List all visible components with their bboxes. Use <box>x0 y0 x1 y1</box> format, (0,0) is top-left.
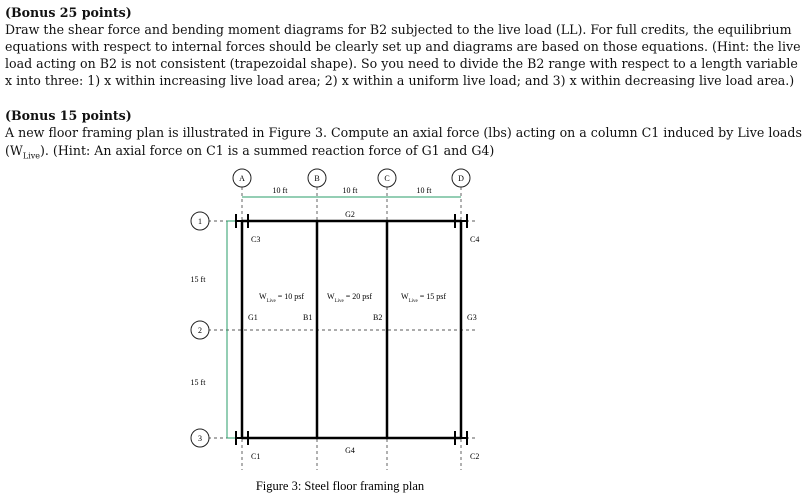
bonus2-line-2-rest: ). (Hint: An axial force on C1 is a summed reaction force of G1 and G4) <box>39 143 495 158</box>
span-label-bc: 10 ft <box>342 186 358 195</box>
load-label-3 <box>401 292 446 304</box>
label-c2: C2 <box>470 452 480 461</box>
grid-label-d: D <box>458 174 464 183</box>
svg-text:WLive= 10 psf: $W_{Live}= 10$ psf <box>259 292 305 304</box>
bonus2-heading: (Bonus 15 points) <box>5 108 132 123</box>
svg-text:WLive= 20 psf: $W_{Live}= 20$ psf <box>327 292 373 304</box>
members <box>242 221 461 438</box>
label-g2: G2 <box>345 210 355 219</box>
grid-lines <box>208 187 478 470</box>
grid-bubble-1 <box>191 212 209 230</box>
grid-label-1: 1 <box>198 217 202 226</box>
grid-label-c: C <box>384 174 390 183</box>
load-label-2 <box>327 292 372 304</box>
grid-bubble-a <box>233 169 251 187</box>
svg-text:WLive= 15 psf: $W_{Live}= 15$ psf <box>401 292 447 304</box>
figure-caption: Figure 3: Steel floor framing plan <box>255 479 425 493</box>
bonus1-line-1: Draw the shear force and bending moment diagrams for B2 subjected to the live load (LL). For full credits, the equilibrium <box>5 22 792 37</box>
wlive-sub: Live <box>22 151 40 161</box>
span-label-ab: 10 ft <box>272 186 288 195</box>
bonus1-line-3: load acting on B2 is not consistent (trapezoidal shape). So you need to divide the B2 range with respect to a length variable <box>5 56 798 71</box>
height-label-12: 15 ft <box>190 275 206 284</box>
label-c1: C1 <box>251 452 261 461</box>
grid-label-a: A <box>239 174 245 183</box>
grid-label-b: B <box>314 174 320 183</box>
load-label-1 <box>259 292 304 304</box>
bonus1-line-2: equations with respect to internal forces should be clearly set up and diagrams are based on those equations. (Hint: the live <box>5 39 801 54</box>
label-b1: B1 <box>303 313 313 322</box>
grid-label-3: 3 <box>198 434 202 443</box>
span-label-cd: 10 ft <box>416 186 432 195</box>
grid-label-2: 2 <box>198 326 202 335</box>
bonus1-line-4: x into three: 1) x within increasing live load area; 2) x within a uniform live load; and 3) x within decreasing live load area.) <box>5 73 795 88</box>
wlive-w: (W <box>5 143 23 158</box>
grid-bubble-d <box>452 169 470 187</box>
label-b2: B2 <box>373 313 383 322</box>
grid-bubble-b <box>308 169 326 187</box>
label-c3: C3 <box>251 235 261 244</box>
columns <box>236 214 467 445</box>
label-g1: G1 <box>248 313 258 322</box>
grid-bubble-2 <box>191 321 209 339</box>
height-label-23: 15 ft <box>190 378 206 387</box>
label-g4: G4 <box>345 446 355 455</box>
grid-bubble-3 <box>191 429 209 447</box>
dimension-lines <box>227 197 461 438</box>
grid-bubble-c <box>378 169 396 187</box>
bonus2-line-1: A new floor framing plan is illustrated in Figure 3. Compute an axial force (lbs) acting on a column C1 induced by Live loads <box>5 125 802 140</box>
label-c4: C4 <box>470 235 480 244</box>
label-g3: G3 <box>467 313 477 322</box>
bonus1-heading: (Bonus 25 points) <box>5 5 132 20</box>
